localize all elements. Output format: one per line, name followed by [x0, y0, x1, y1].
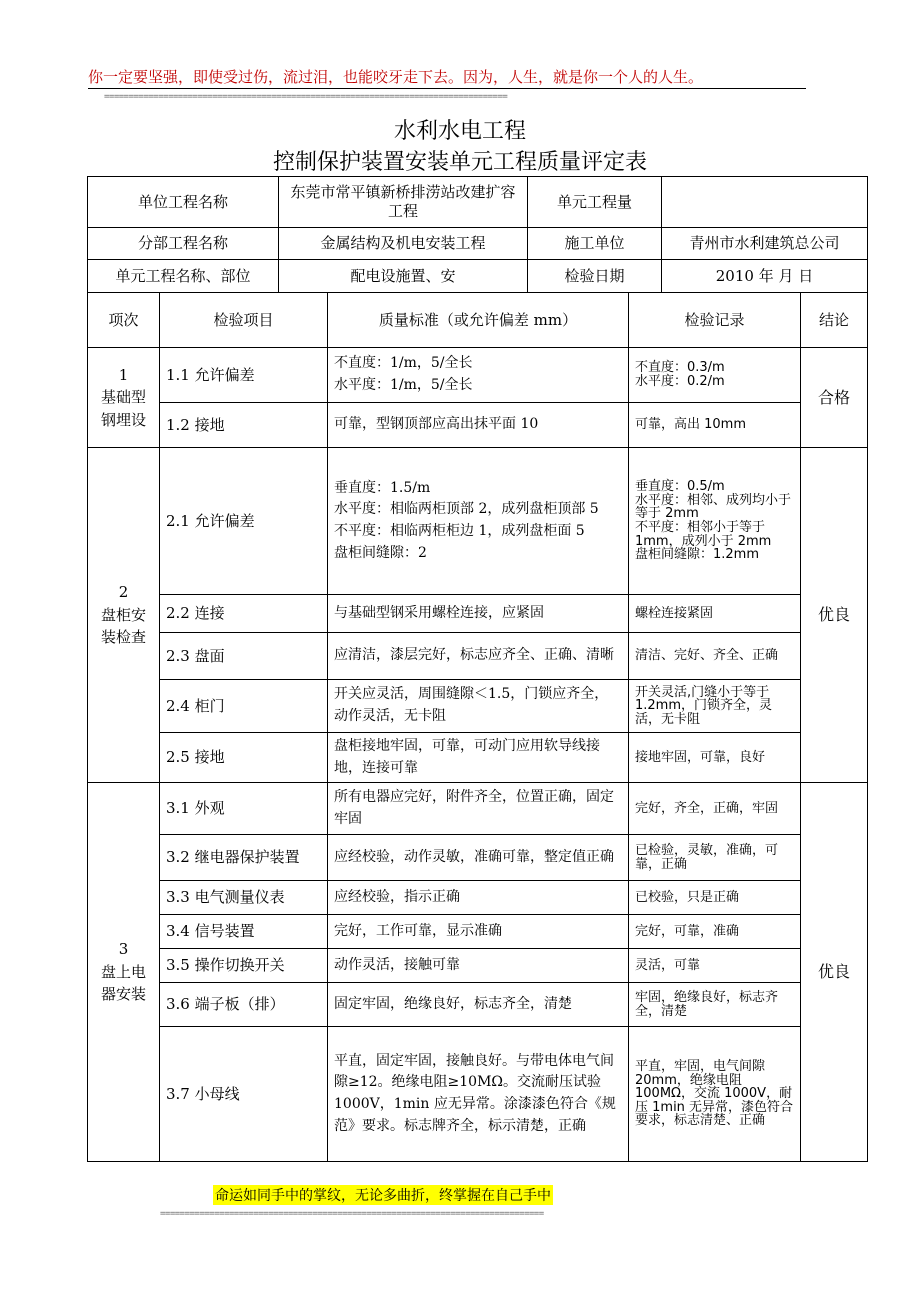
inspect-item: 2.1 允许偏差	[160, 448, 328, 595]
table-row	[88, 915, 868, 949]
table-row	[88, 983, 868, 1027]
col-standard: 质量标准（或允许偏差 mm）	[328, 293, 629, 348]
quality-standard: 应经校验，指示正确	[328, 881, 629, 915]
info-table	[87, 176, 868, 293]
contractor-label: 施工单位	[528, 228, 662, 260]
table-row	[88, 403, 868, 448]
sub-project-value: 金属结构及机电安装工程	[279, 228, 528, 260]
inspection-record: 完好，可靠，准确	[629, 915, 801, 949]
inspect-item: 1.2 接地	[160, 403, 328, 448]
header-rule	[88, 88, 806, 89]
quality-standard: 完好，工作可靠，显示准确	[328, 915, 629, 949]
group-label: 2 盘柜安 装检查	[88, 448, 160, 783]
inspection-record: 开关灵活,门缝小于等于 1.2mm，门锁齐全，灵活，无卡阻	[629, 680, 801, 733]
quality-standard: 应清洁，漆层完好，标志应齐全、正确、清晰	[328, 633, 629, 680]
inspection-record: 可靠，高出 10mm	[629, 403, 801, 448]
quality-standard: 应经校验，动作灵敏，准确可靠，整定值正确	[328, 835, 629, 881]
inspection-record: 平直，牢固，电气间隙 20mm，绝缘电阻 100MΩ，交流 1000V，耐压 1min 无异常，漆色符合要求，标志清楚、正确	[629, 1027, 801, 1162]
sub-project-label: 分部工程名称	[88, 228, 279, 260]
inspect-item: 2.3 盘面	[160, 633, 328, 680]
group-label: 1 基础型 钢埋设	[88, 348, 160, 448]
table-row	[88, 633, 868, 680]
inspection-record: 已检验，灵敏，准确，可靠，正确	[629, 835, 801, 881]
table-row	[88, 348, 868, 403]
inspect-item: 1.1 允许偏差	[160, 348, 328, 403]
conclusion: 合格	[801, 348, 868, 448]
unit-quantity-label: 单元工程量	[528, 177, 662, 228]
inspect-date-value: 2010 年 月 日	[662, 260, 868, 293]
col-inspect-item: 检验项目	[160, 293, 328, 348]
inspect-item: 3.6 端子板（排）	[160, 983, 328, 1027]
inspection-record: 螺栓连接紧固	[629, 595, 801, 633]
inspection-record: 牢固，绝缘良好，标志齐全，清楚	[629, 983, 801, 1027]
quality-standard: 开关应灵活，周围缝隙＜1.5，门锁应齐全，动作灵活，无卡阻	[328, 680, 629, 733]
table-row	[88, 783, 868, 835]
table-row	[88, 949, 868, 983]
title-line-1: 水利水电工程	[393, 119, 526, 144]
group-label: 3 盘上电 器安装	[88, 783, 160, 1162]
inspect-item: 2.2 连接	[160, 595, 328, 633]
inspect-item: 3.7 小母线	[160, 1027, 328, 1162]
inspect-item: 3.5 操作切换开关	[160, 949, 328, 983]
inspection-record: 清洁、完好、齐全、正确	[629, 633, 801, 680]
quality-standard: 与基础型钢采用螺栓连接，应紧固	[328, 595, 629, 633]
inspect-item: 3.2 继电器保护装置	[160, 835, 328, 881]
table-row	[88, 733, 868, 783]
conclusion: 优良	[801, 783, 868, 1162]
quality-standard: 可靠，型钢顶部应高出抹平面 10	[328, 403, 629, 448]
table-row	[88, 680, 868, 733]
inspect-item: 2.5 接地	[160, 733, 328, 783]
inspection-record: 不直度：0.3/m 水平度：0.2/m	[629, 348, 801, 403]
quality-standard: 固定牢固，绝缘良好，标志齐全，清楚	[328, 983, 629, 1027]
header-divider: ==================================================================================	[104, 92, 508, 102]
table-row	[88, 881, 868, 915]
inspection-table	[87, 292, 868, 1162]
unit-quantity-value	[662, 177, 868, 228]
inspection-record: 已校验，只是正确	[629, 881, 801, 915]
title-line-2: 控制保护装置安装单元工程质量评定表	[272, 150, 647, 175]
quality-standard: 平直，固定牢固，接触良好。与带电体电气间隙≥12。绝缘电阻≥10MΩ。交流耐压试验 1000V，1min 应无异常。涂漆漆色符合《规范》要求。标志牌齐全，标示清楚，正确	[328, 1027, 629, 1162]
table-row	[88, 595, 868, 633]
col-record: 检验记录	[629, 293, 801, 348]
inspect-item: 3.4 信号装置	[160, 915, 328, 949]
inspect-item: 2.4 柜门	[160, 680, 328, 733]
contractor-value: 青州市水利建筑总公司	[662, 228, 868, 260]
unit-project-value: 东莞市常平镇新桥排涝站改建扩容工程	[279, 177, 528, 228]
table-header-row	[88, 293, 868, 348]
table-row	[88, 1027, 868, 1162]
element-value: 配电设施置、安	[279, 260, 528, 293]
element-label: 单元工程名称、部位	[88, 260, 279, 293]
quality-standard: 所有电器应完好，附件齐全，位置正确，固定牢固	[328, 783, 629, 835]
col-item-no: 项次	[88, 293, 160, 348]
unit-project-label: 单位工程名称	[88, 177, 279, 228]
table-row	[88, 835, 868, 881]
quality-standard: 动作灵活，接触可靠	[328, 949, 629, 983]
footer-quote: 命运如同手中的掌纹，无论多曲折，终掌握在自己手中	[213, 1185, 553, 1205]
quality-standard: 盘柜接地牢固，可靠，可动门应用软导线接地，连接可靠	[328, 733, 629, 783]
inspection-record: 垂直度：0.5/m 水平度：相邻、成列均小于等于 2mm 不平度：相邻小于等于 1mm，成列小于 2mm 盘柜间缝隙：1.2mm	[629, 448, 801, 595]
inspect-item: 3.3 电气测量仪表	[160, 881, 328, 915]
conclusion: 优良	[801, 448, 868, 783]
inspection-record: 接地牢固，可靠，良好	[629, 733, 801, 783]
quality-standard: 垂直度：1.5/m 水平度：相临两柜顶部 2，成列盘柜顶部 5 不平度：相临两柜柜边 1，成列盘柜面 5 盘柜间缝隙：2	[328, 448, 629, 595]
header-quote: 你一定要坚强，即使受过伤，流过泪，也能咬牙走下去。因为，人生，就是你一个人的人生。	[88, 68, 704, 86]
table-row	[88, 448, 868, 595]
footer-divider: ==============================================================================	[160, 1209, 544, 1219]
quality-standard: 不直度：1/m，5/全长 水平度：1/m，5/全长	[328, 348, 629, 403]
inspection-record: 灵活，可靠	[629, 949, 801, 983]
inspect-date-label: 检验日期	[528, 260, 662, 293]
col-conclusion: 结论	[801, 293, 868, 348]
inspect-item: 3.1 外观	[160, 783, 328, 835]
inspection-record: 完好，齐全，正确，牢固	[629, 783, 801, 835]
